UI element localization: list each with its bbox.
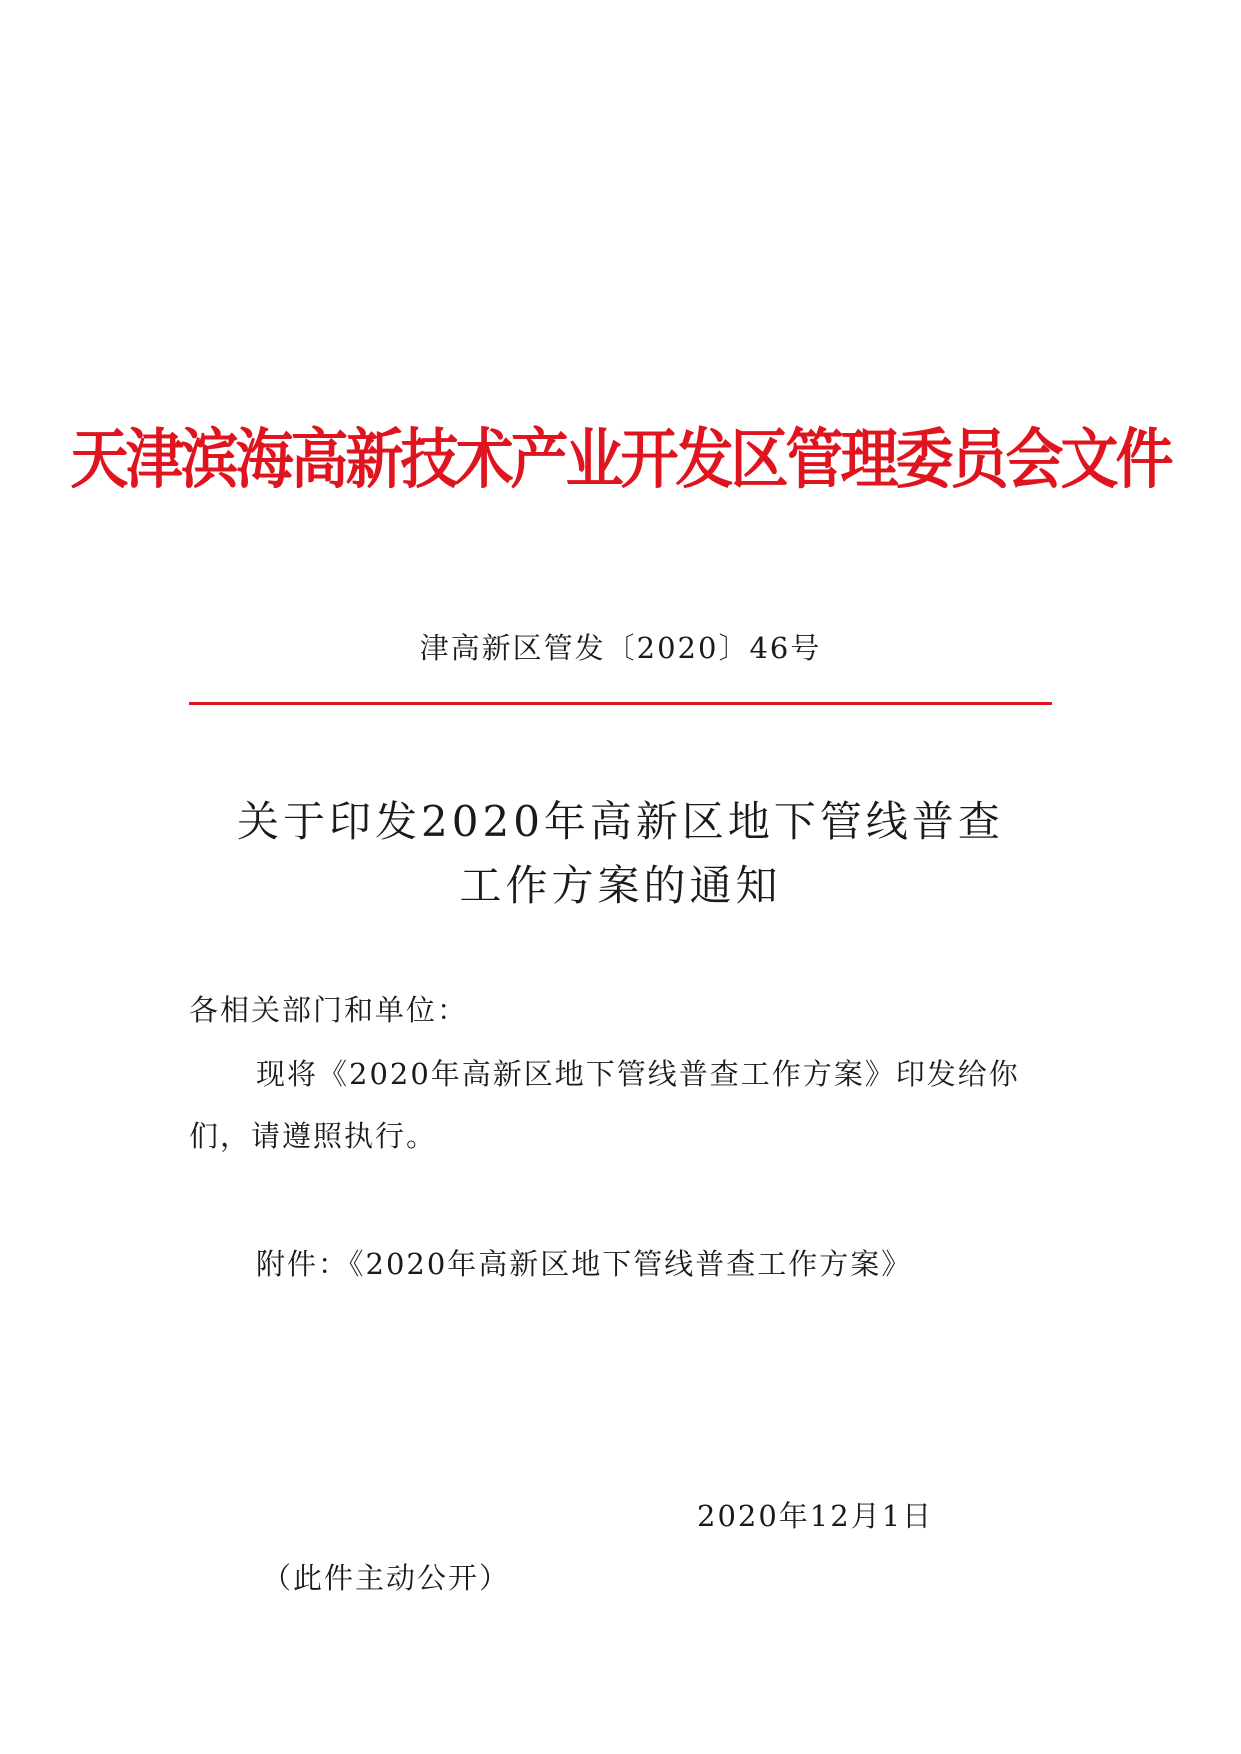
public-disclosure-note: （此件主动公开） — [262, 1561, 511, 1595]
document-title-line-2: 工作方案的通知 — [459, 861, 782, 910]
body-paragraph-line-2: 们，请遵照执行。 — [189, 1119, 438, 1153]
body-paragraph-line-1: 现将《2020年高新区地下管线普查工作方案》印发给你 — [256, 1057, 1020, 1091]
issue-date: 2020年12月1日 — [697, 1499, 934, 1533]
salutation: 各相关部门和单位： — [189, 993, 469, 1027]
document-number: 津高新区管发〔2020〕46号 — [419, 631, 822, 665]
issuer-masthead: 天津滨海高新技术产业开发区管理委员会文件 — [70, 421, 1171, 498]
red-divider-line — [189, 702, 1052, 705]
attachment-line: 附件：《2020年高新区地下管线普查工作方案》 — [256, 1247, 913, 1281]
document-title-line-1: 关于印发2020年高新区地下管线普查 — [237, 797, 1004, 846]
